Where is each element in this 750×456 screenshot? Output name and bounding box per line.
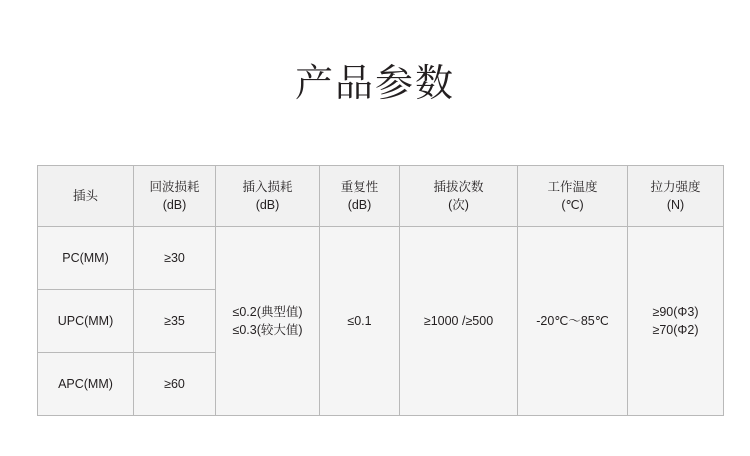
cell-plug: APC(MM) (38, 353, 134, 416)
header-repeatability-unit: (dB) (347, 198, 372, 212)
cell-return-loss: ≥60 (134, 353, 216, 416)
header-return-loss-label: 回波损耗 (149, 179, 200, 194)
header-working-temperature-unit: (℃) (561, 198, 584, 212)
cell-insertion-cycles: ≥1000 /≥500 (400, 227, 518, 416)
header-return-loss (134, 166, 216, 227)
cell-tensile-strength-phi2: ≥70(Φ2) (652, 323, 699, 337)
cell-return-loss: ≥30 (134, 227, 216, 290)
cell-working-temperature: -20℃～85℃ (518, 227, 628, 416)
header-tensile-strength (628, 166, 724, 227)
header-working-temperature (518, 166, 628, 227)
table-row (38, 227, 724, 290)
header-insertion-cycles (400, 166, 518, 227)
header-return-loss-unit: (dB) (162, 198, 187, 212)
cell-insertion-loss-typical: ≤0.2(典型值) (232, 304, 303, 319)
header-insertion-loss-label: 插入损耗 (242, 179, 293, 194)
cell-plug: PC(MM) (38, 227, 134, 290)
cell-insertion-loss (216, 227, 320, 416)
header-working-temperature-label: 工作温度 (547, 179, 598, 194)
header-insertion-cycles-unit: (次) (448, 198, 469, 212)
cell-tensile-strength-phi3: ≥90(Φ3) (652, 304, 699, 319)
header-plug (38, 166, 134, 227)
header-repeatability-label: 重复性 (340, 179, 379, 194)
cell-tensile-strength (628, 227, 724, 416)
header-tensile-strength-label: 拉力强度 (650, 179, 701, 194)
header-insertion-loss-unit: (dB) (255, 198, 280, 212)
table-header (38, 166, 724, 227)
cell-repeatability: ≤0.1 (320, 227, 400, 416)
cell-insertion-loss-max: ≤0.3(较大值) (232, 323, 303, 337)
header-insertion-cycles-label: 插拔次数 (433, 179, 484, 194)
spec-table-container (37, 165, 713, 416)
table-header-row (38, 166, 724, 227)
page-title: 产品参数 (294, 63, 455, 105)
header-tensile-strength-unit: (N) (666, 198, 685, 212)
product-parameters-table (37, 165, 724, 416)
cell-return-loss: ≥35 (134, 290, 216, 353)
table-body (38, 227, 724, 416)
header-repeatability (320, 166, 400, 227)
header-insertion-loss (216, 166, 320, 227)
cell-plug: UPC(MM) (38, 290, 134, 353)
header-plug-label: 插头 (72, 188, 98, 203)
